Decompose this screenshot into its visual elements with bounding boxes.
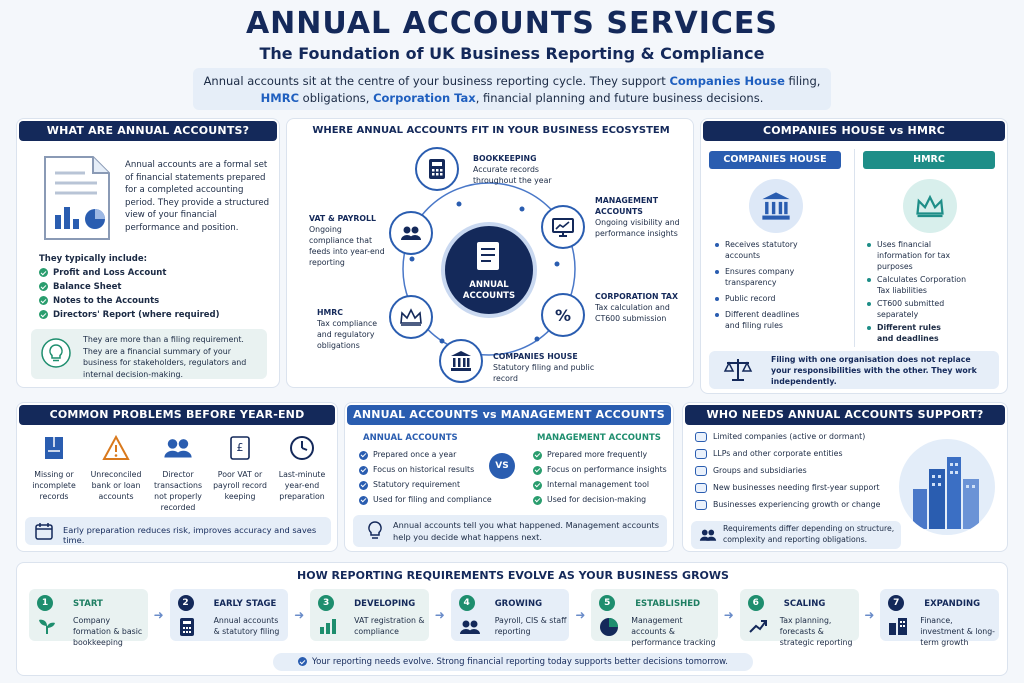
hmrc-label bbox=[317, 307, 389, 351]
list-item: Businesses experiencing growth or change bbox=[695, 499, 905, 510]
list-item: Used for filing and compliance bbox=[359, 494, 499, 505]
percent-icon: % bbox=[541, 293, 585, 337]
problems-note-text: Early preparation reduces risk, improves accuracy and saves time. bbox=[63, 525, 317, 545]
calendar-icon bbox=[35, 522, 53, 540]
bookkeeping-node bbox=[415, 147, 459, 191]
list-item: Prepared more frequently bbox=[533, 449, 673, 460]
step-title: START bbox=[73, 599, 103, 609]
node-title: MANAGEMENT ACCOUNTS bbox=[595, 196, 659, 216]
document-icon bbox=[475, 240, 503, 272]
list-item: Focus on historical results bbox=[359, 464, 499, 475]
calculator-icon bbox=[426, 158, 448, 180]
intro-highlight-hmrc: HMRC bbox=[260, 91, 300, 105]
seedling-icon bbox=[37, 617, 57, 635]
list-item: Statutory requirement bbox=[359, 479, 499, 490]
ecosystem-heading: WHERE ANNUAL ACCOUNTS FIT IN YOUR BUSINESS ECOSYSTEM bbox=[312, 125, 670, 136]
list-item: Public record bbox=[715, 293, 847, 304]
problem-item: Last-minute year-end preparation bbox=[271, 435, 333, 513]
check-circle-icon bbox=[298, 657, 307, 666]
who-needs-panel bbox=[682, 402, 1008, 552]
management-accounts-node bbox=[541, 205, 585, 249]
lightbulb-icon bbox=[367, 521, 383, 541]
hmrc-title: HMRC bbox=[863, 151, 995, 169]
city-buildings-illustration bbox=[899, 439, 995, 535]
annual-accounts-hub bbox=[441, 222, 537, 318]
step-title: ESTABLISHED bbox=[635, 599, 701, 609]
bullet-icon bbox=[867, 278, 871, 282]
companies-house-label bbox=[493, 351, 603, 384]
bullet-icon bbox=[715, 297, 719, 301]
svg-text:£: £ bbox=[236, 441, 244, 454]
entity-icon bbox=[695, 449, 707, 459]
list-item: Profit and Loss Account bbox=[39, 267, 269, 279]
who-note bbox=[691, 521, 901, 549]
step-desc: Tax planning, forecasts & strategic reporting bbox=[779, 616, 853, 647]
intro-banner bbox=[193, 68, 831, 110]
intro-text: obligations, bbox=[299, 91, 374, 105]
evolve-footer: Your reporting needs evolve. Strong financial reporting today supports better decisions tomorrow. bbox=[273, 653, 753, 671]
clock-icon bbox=[289, 435, 315, 461]
vs-heading: ANNUAL ACCOUNTS vs MANAGEMENT ACCOUNTS bbox=[347, 405, 671, 425]
step-number: 1 bbox=[37, 595, 53, 611]
list-item: Ensures company transparency bbox=[715, 266, 847, 288]
step-6 bbox=[740, 589, 859, 647]
node-desc: Tax calculation and CT600 submission bbox=[595, 303, 670, 323]
bullet-icon bbox=[715, 270, 719, 274]
list-item: Calculates Corporation Tax liabilities bbox=[867, 274, 999, 296]
problems-heading: COMMON PROBLEMS BEFORE YEAR-END bbox=[19, 405, 335, 425]
step-desc: Management accounts & performance tracking bbox=[631, 616, 716, 647]
list-item: Internal management tool bbox=[533, 479, 673, 490]
problems-list bbox=[23, 435, 333, 513]
check-icon bbox=[533, 451, 542, 460]
list-item: Groups and subsidiaries bbox=[695, 465, 905, 476]
step-title: EARLY STAGE bbox=[213, 599, 277, 609]
annual-list bbox=[359, 449, 499, 505]
arrow-right-icon: ➜ bbox=[153, 608, 164, 622]
step-title: GROWING bbox=[494, 599, 543, 609]
node-title: HMRC bbox=[317, 308, 344, 317]
bullet-icon bbox=[867, 326, 871, 330]
divider bbox=[854, 149, 855, 347]
what-note-text: They are more than a filing requirement. They are a financial summary of your business for stakeholders, regulators and internal decision-making. bbox=[83, 335, 247, 379]
steps-row bbox=[29, 589, 999, 647]
problems-note bbox=[25, 517, 331, 545]
vs-note-text: Annual accounts tell you what happened. Management accounts help you decide what happens next. bbox=[393, 520, 659, 542]
intro-text: , financial planning and future business decisions. bbox=[475, 91, 764, 105]
arrow-right-icon: ➜ bbox=[723, 608, 734, 622]
list-item: Directors' Report (where required) bbox=[39, 309, 269, 321]
list-item: Notes to the Accounts bbox=[39, 295, 269, 307]
arrow-right-icon: ➜ bbox=[575, 608, 586, 622]
step-number: 6 bbox=[748, 595, 764, 611]
bar-chart-icon bbox=[318, 617, 338, 635]
bullet-icon bbox=[867, 243, 871, 247]
bullet-icon bbox=[715, 313, 719, 317]
step-number: 3 bbox=[318, 595, 334, 611]
vs-badge: VS bbox=[489, 453, 515, 479]
payroll-icon bbox=[228, 435, 252, 461]
scales-icon bbox=[723, 357, 753, 383]
step-3 bbox=[310, 589, 429, 641]
document-chart-icon bbox=[35, 153, 127, 245]
node-desc: Ongoing compliance that feeds into year-end reporting bbox=[309, 225, 385, 267]
management-title: MANAGEMENT ACCOUNTS bbox=[537, 433, 661, 443]
list-item: CT600 submitted separately bbox=[867, 298, 999, 320]
problem-item: Director transactions not properly recorded bbox=[147, 435, 209, 513]
companies-house-title: COMPANIES HOUSE bbox=[709, 151, 841, 169]
corporation-tax-label bbox=[595, 291, 693, 324]
check-icon bbox=[533, 466, 542, 475]
people-icon bbox=[459, 619, 481, 635]
what-panel bbox=[16, 118, 280, 388]
list-item: Uses financial information for tax purposes bbox=[867, 239, 999, 272]
check-icon bbox=[533, 481, 542, 490]
entity-icon bbox=[695, 466, 707, 476]
step-4 bbox=[451, 589, 570, 641]
trend-up-icon bbox=[748, 617, 768, 635]
step-title: SCALING bbox=[783, 599, 826, 609]
step-desc: VAT registration & compliance bbox=[354, 616, 425, 636]
warning-icon bbox=[102, 435, 130, 461]
check-icon bbox=[533, 496, 542, 505]
entity-icon bbox=[695, 432, 707, 442]
intro-text: filing, bbox=[784, 74, 821, 88]
annual-title: ANNUAL ACCOUNTS bbox=[363, 433, 458, 443]
intro-highlight-companies-house: Companies House bbox=[669, 74, 785, 88]
what-description: Annual accounts are a formal set of financial statements prepared for a completed accounting period. They provide a structured view of your financial performance and position. bbox=[125, 160, 270, 233]
list-item: Different rules and deadlines bbox=[867, 322, 999, 344]
check-icon bbox=[359, 481, 368, 490]
problem-item: Missing or incomplete records bbox=[23, 435, 85, 513]
list-item: Balance Sheet bbox=[39, 281, 269, 293]
check-icon bbox=[359, 466, 368, 475]
problem-item: £ Poor VAT or payroll record keeping bbox=[209, 435, 271, 513]
companies-house-list bbox=[715, 239, 847, 336]
node-desc: Accurate records throughout the year bbox=[473, 165, 552, 185]
problems-panel bbox=[16, 402, 338, 552]
bullet-icon bbox=[715, 243, 719, 247]
check-icon bbox=[359, 451, 368, 460]
companies-vs-hmrc-panel bbox=[700, 118, 1008, 394]
step-number: 5 bbox=[599, 595, 615, 611]
people-icon bbox=[163, 435, 193, 461]
vat-payroll-label bbox=[309, 213, 389, 268]
node-title: CORPORATION TAX bbox=[595, 292, 678, 301]
step-desc: Company formation & basic bookkeeping bbox=[73, 616, 143, 647]
building-columns-icon bbox=[450, 350, 472, 372]
who-note-text: Requirements differ depending on structure, complexity and reporting obligations. bbox=[723, 524, 895, 544]
page-title: ANNUAL ACCOUNTS SERVICES bbox=[245, 6, 779, 41]
monitor-chart-icon bbox=[552, 216, 574, 238]
list-item: Prepared once a year bbox=[359, 449, 499, 460]
node-title: COMPANIES HOUSE bbox=[493, 352, 578, 361]
check-icon bbox=[359, 496, 368, 505]
crown-icon bbox=[903, 179, 957, 233]
entity-icon bbox=[695, 500, 707, 510]
arrow-right-icon: ➜ bbox=[864, 608, 875, 622]
step-number: 2 bbox=[178, 595, 194, 611]
list-item: Limited companies (active or dormant) bbox=[695, 431, 905, 442]
who-list bbox=[695, 431, 905, 515]
what-includes-label: They typically include: bbox=[39, 254, 148, 264]
hmrc-list bbox=[867, 239, 999, 349]
list-item: LLPs and other corporate entities bbox=[695, 448, 905, 459]
companies-house-node bbox=[439, 339, 483, 383]
people-icon bbox=[699, 528, 717, 542]
step-5 bbox=[591, 589, 718, 647]
evolve-panel bbox=[16, 562, 1008, 676]
ecosystem-panel bbox=[286, 118, 694, 388]
step-title: EXPANDING bbox=[924, 599, 981, 609]
list-item: New businesses needing first-year support bbox=[695, 482, 905, 493]
hub-label: ANNUAL ACCOUNTS bbox=[462, 280, 516, 301]
calculator-icon bbox=[178, 617, 196, 637]
check-icon bbox=[39, 310, 48, 319]
entity-icon bbox=[695, 483, 707, 493]
intro-highlight-corporation-tax: Corporation Tax bbox=[373, 91, 476, 105]
list-item: Different deadlines and filing rules bbox=[715, 309, 847, 331]
check-icon bbox=[39, 282, 48, 291]
step-number: 4 bbox=[459, 595, 475, 611]
bookkeeping-label bbox=[473, 153, 583, 186]
node-title: BOOKKEEPING bbox=[473, 154, 537, 163]
management-accounts-label bbox=[595, 195, 693, 239]
bullet-icon bbox=[867, 302, 871, 306]
step-7 bbox=[880, 589, 999, 647]
step-desc: Finance, investment & long-term growth bbox=[920, 616, 995, 647]
node-desc: Statutory filing and public record bbox=[493, 363, 595, 383]
compare-note bbox=[709, 351, 999, 389]
what-note bbox=[31, 329, 267, 379]
check-icon bbox=[39, 268, 48, 277]
compare-note-text: Filing with one organisation does not replace your responsibilities with the other. They work independently. bbox=[771, 355, 977, 386]
lightbulb-icon bbox=[41, 338, 71, 368]
node-desc: Tax compliance and regulatory obligations bbox=[317, 319, 378, 350]
building-columns-icon bbox=[749, 179, 803, 233]
what-include-list bbox=[39, 267, 269, 321]
step-2 bbox=[170, 589, 289, 641]
list-item: Receives statutory accounts bbox=[715, 239, 847, 261]
node-title: VAT & PAYROLL bbox=[309, 214, 376, 223]
list-item: Used for decision-making bbox=[533, 494, 673, 505]
people-icon bbox=[400, 225, 422, 241]
hmrc-node bbox=[389, 295, 433, 339]
check-icon bbox=[39, 296, 48, 305]
node-desc: Ongoing visibility and performance insights bbox=[595, 218, 680, 238]
vs-note bbox=[353, 515, 667, 547]
step-desc: Payroll, CIS & staff reporting bbox=[494, 616, 567, 636]
pie-chart-icon bbox=[599, 617, 619, 637]
buildings-icon bbox=[888, 617, 908, 635]
problem-item: Unreconciled bank or loan accounts bbox=[85, 435, 147, 513]
what-heading: WHAT ARE ANNUAL ACCOUNTS? bbox=[19, 121, 277, 141]
arrow-right-icon: ➜ bbox=[294, 608, 305, 622]
step-1 bbox=[29, 589, 148, 647]
missing-records-icon bbox=[42, 435, 66, 461]
arrow-right-icon: ➜ bbox=[434, 608, 445, 622]
step-title: DEVELOPING bbox=[354, 599, 416, 609]
list-item: Focus on performance insights bbox=[533, 464, 673, 475]
intro-text: Annual accounts sit at the centre of your business reporting cycle. They support bbox=[203, 74, 670, 88]
management-list bbox=[533, 449, 673, 505]
annual-vs-management-panel bbox=[344, 402, 674, 552]
vat-payroll-node bbox=[389, 211, 433, 255]
compare-heading: COMPANIES HOUSE vs HMRC bbox=[703, 121, 1005, 141]
step-number: 7 bbox=[888, 595, 904, 611]
evolve-heading: HOW REPORTING REQUIREMENTS EVOLVE AS YOUR BUSINESS GROWS bbox=[297, 569, 729, 582]
crown-icon bbox=[399, 308, 423, 326]
page-subtitle: The Foundation of UK Business Reporting & Compliance bbox=[259, 44, 765, 63]
step-desc: Annual accounts & statutory filing bbox=[213, 616, 280, 636]
who-heading: WHO NEEDS ANNUAL ACCOUNTS SUPPORT? bbox=[685, 405, 1005, 425]
